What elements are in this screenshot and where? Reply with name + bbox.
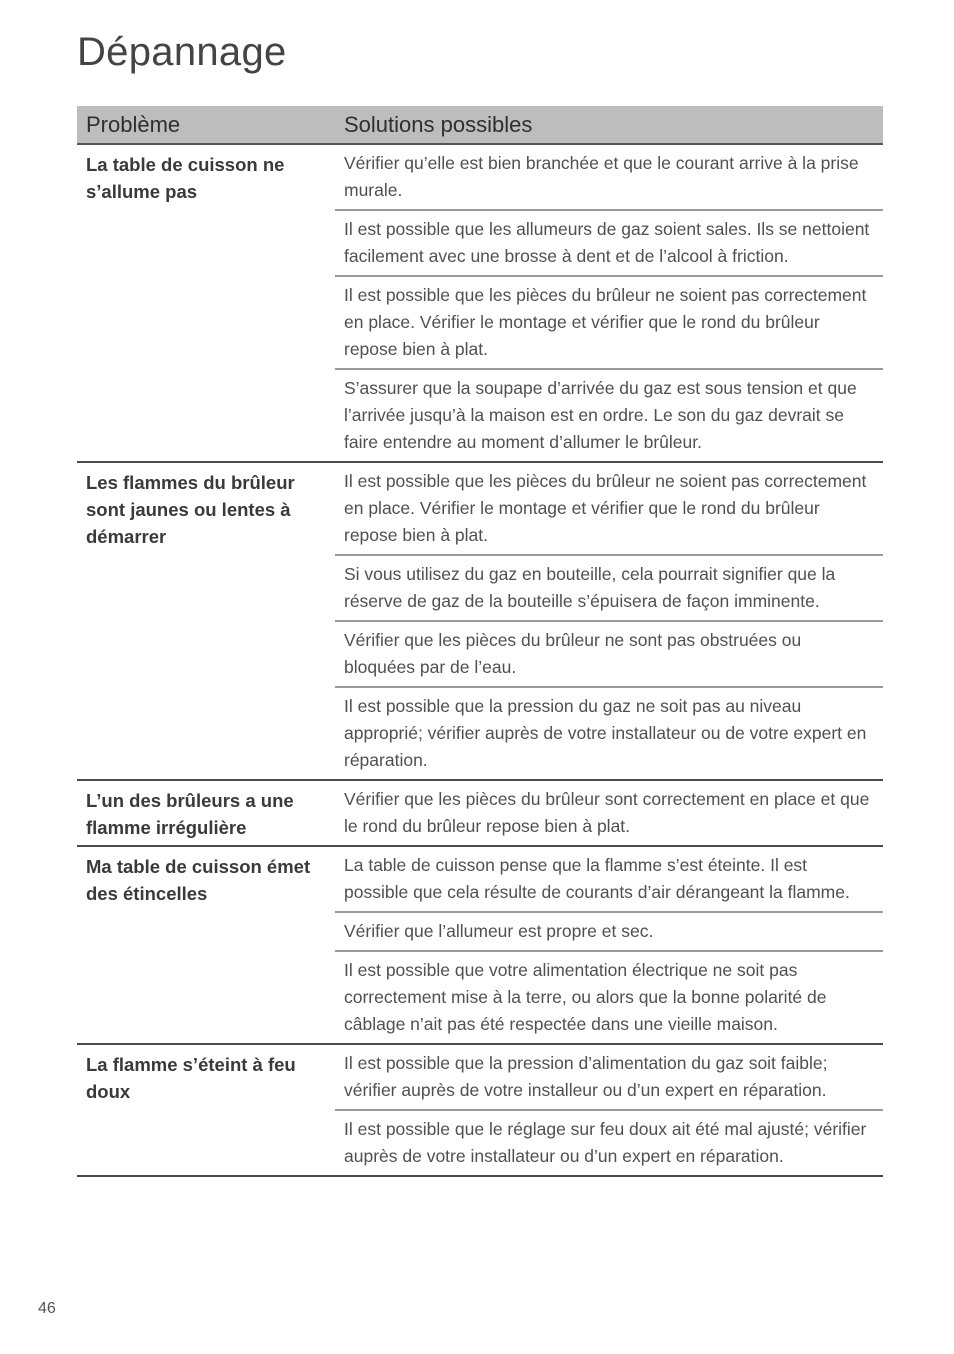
- solution-item: Il est possible que les pièces du brûleur ne soient pas correctement en place. Vérifier le montage et vérifier que le rond du brûleur repose bien à plat.: [335, 277, 883, 370]
- solution-item: Il est possible que les pièces du brûleur ne soient pas correctement en place. Vérifier le montage et vérifier que le rond du brûleur repose bien à plat.: [335, 463, 883, 556]
- column-header-solutions: Solutions possibles: [344, 111, 533, 137]
- problem-cell: L’un des brûleurs a une flamme irrégulière: [86, 790, 294, 838]
- table-row: [77, 1045, 883, 1177]
- table-row: [77, 463, 883, 781]
- solution-item: Il est possible que la pression du gaz ne soit pas au niveau approprié; vérifier auprès de votre installateur ou de votre expert en réparation.: [344, 696, 867, 770]
- solution-item: S’assurer que la soupape d’arrivée du gaz est sous tension et que l’arrivée jusqu’à la maison est en ordre. Le son du gaz devrait se faire entendre au moment d’allumer le brûleur.: [344, 378, 857, 452]
- solutions-cell: [335, 781, 883, 845]
- troubleshooting-table: [77, 106, 883, 1177]
- solutions-cell: [335, 1045, 883, 1175]
- solution-item: Vérifier que les pièces du brûleur sont correctement en place et que le rond du brûleur repose bien à plat.: [344, 789, 870, 836]
- solution-item: Si vous utilisez du gaz en bouteille, cela pourrait signifier que la réserve de gaz de la bouteille s’épuisera de façon imminente.: [335, 556, 883, 622]
- problem-cell: La table de cuisson ne s’allume pas: [86, 154, 285, 202]
- solution-item: Vérifier que l’allumeur est propre et sec.: [335, 913, 883, 952]
- solution-item: Il est possible que la pression d’alimentation du gaz soit faible; vérifier auprès de votre installeur ou d’un expert en réparation.: [335, 1045, 883, 1111]
- problem-cell: La flamme s’éteint à feu doux: [86, 1054, 296, 1102]
- solution-item: Il est possible que votre alimentation électrique ne soit pas correctement mise à la terre, ou alors que la bonne polarité de câblage n’ait pas été respectée dans une vieille maison.: [344, 960, 827, 1034]
- solution-item: Il est possible que le réglage sur feu doux ait été mal ajusté; vérifier auprès de votre installateur ou d’un expert en réparation.: [344, 1119, 867, 1166]
- solutions-cell: [335, 463, 883, 779]
- solution-item: La table de cuisson pense que la flamme s’est éteinte. Il est possible que cela résulte de courants d’air dérangeant la flamme.: [335, 847, 883, 913]
- solutions-cell: [335, 145, 883, 461]
- solution-item: Vérifier qu’elle est bien branchée et que le courant arrive à la prise murale.: [335, 145, 883, 211]
- table-row: [77, 145, 883, 463]
- table-row: [77, 847, 883, 1045]
- table-header: [77, 106, 883, 145]
- page-title: Dépannage: [77, 30, 287, 74]
- table-row: [77, 781, 883, 847]
- solution-item: Il est possible que les allumeurs de gaz soient sales. Ils se nettoient facilement avec une brosse à dent et de l’alcool à friction.: [335, 211, 883, 277]
- column-header-problem: Problème: [86, 111, 181, 137]
- page-number: 46: [38, 1300, 56, 1317]
- problem-cell: Les flammes du brûleur sont jaunes ou lentes à démarrer: [86, 472, 295, 547]
- problem-cell: Ma table de cuisson émet des étincelles: [86, 856, 311, 904]
- solution-item: Vérifier que les pièces du brûleur ne sont pas obstruées ou bloquées par de l’eau.: [335, 622, 883, 688]
- solutions-cell: [335, 847, 883, 1043]
